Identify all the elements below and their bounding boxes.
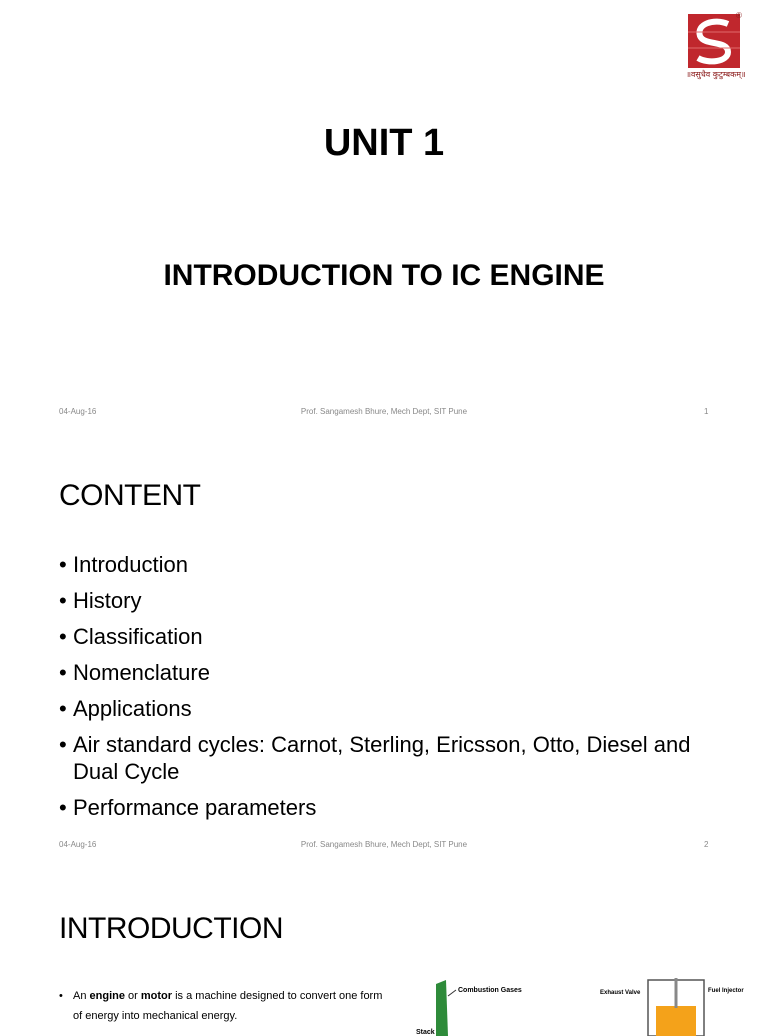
registered-mark: ® xyxy=(736,11,742,20)
logo-tagline: ॥वसुधैव कुटुम्बकम्॥ xyxy=(686,70,746,79)
footer-date: 04-Aug-16 xyxy=(59,840,97,849)
list-item: • Classification xyxy=(59,623,699,650)
combustion-gases-label: Combustion Gases xyxy=(458,987,522,994)
list-item: • Introduction xyxy=(59,551,699,578)
slide-heading: CONTENT xyxy=(59,479,201,512)
engine-cylinder-diagram xyxy=(600,976,750,1036)
term-motor: motor xyxy=(140,990,173,1002)
unit-title: UNIT 1 xyxy=(323,122,445,164)
footer-page-number: 1 xyxy=(704,407,709,416)
slide-heading: INTRODUCTION xyxy=(59,912,283,945)
exhaust-valve-label: Exhaust Valve xyxy=(600,990,641,996)
list-item xyxy=(59,986,389,1026)
footer-date: 04-Aug-16 xyxy=(59,407,97,416)
list-item: • Applications xyxy=(59,695,699,722)
unit-subtitle: INTRODUCTION TO IC ENGINE xyxy=(163,259,605,292)
footer-page-number: 2 xyxy=(704,840,709,849)
text: or xyxy=(124,990,141,1002)
text: is a machine designed to convert one form of energy into mechanical energy. xyxy=(73,990,383,1022)
stack-label: Stack xyxy=(416,1029,435,1036)
footer-author: Prof. Sangamesh Bhure, Mech Dept, SIT Pune xyxy=(300,407,468,416)
intro-list xyxy=(59,986,389,1026)
footer-author: Prof. Sangamesh Bhure, Mech Dept, SIT Pune xyxy=(300,840,468,849)
list-item: • Air standard cycles: Carnot, Sterling, Ericsson, Otto, Diesel and Dual Cycle xyxy=(59,731,699,785)
introduction-slide xyxy=(0,866,768,1036)
fuel-injector-label: Fuel Injector xyxy=(708,988,744,994)
title-slide xyxy=(0,0,768,432)
term-engine: engine xyxy=(89,990,125,1002)
list-item: • History xyxy=(59,587,699,614)
list-item: • Nomenclature xyxy=(59,659,699,686)
combustion-stack-diagram xyxy=(412,976,572,1036)
list-item: • Performance parameters xyxy=(59,794,699,821)
content-list xyxy=(59,551,699,830)
content-slide xyxy=(0,433,768,865)
text: An xyxy=(73,990,90,1002)
